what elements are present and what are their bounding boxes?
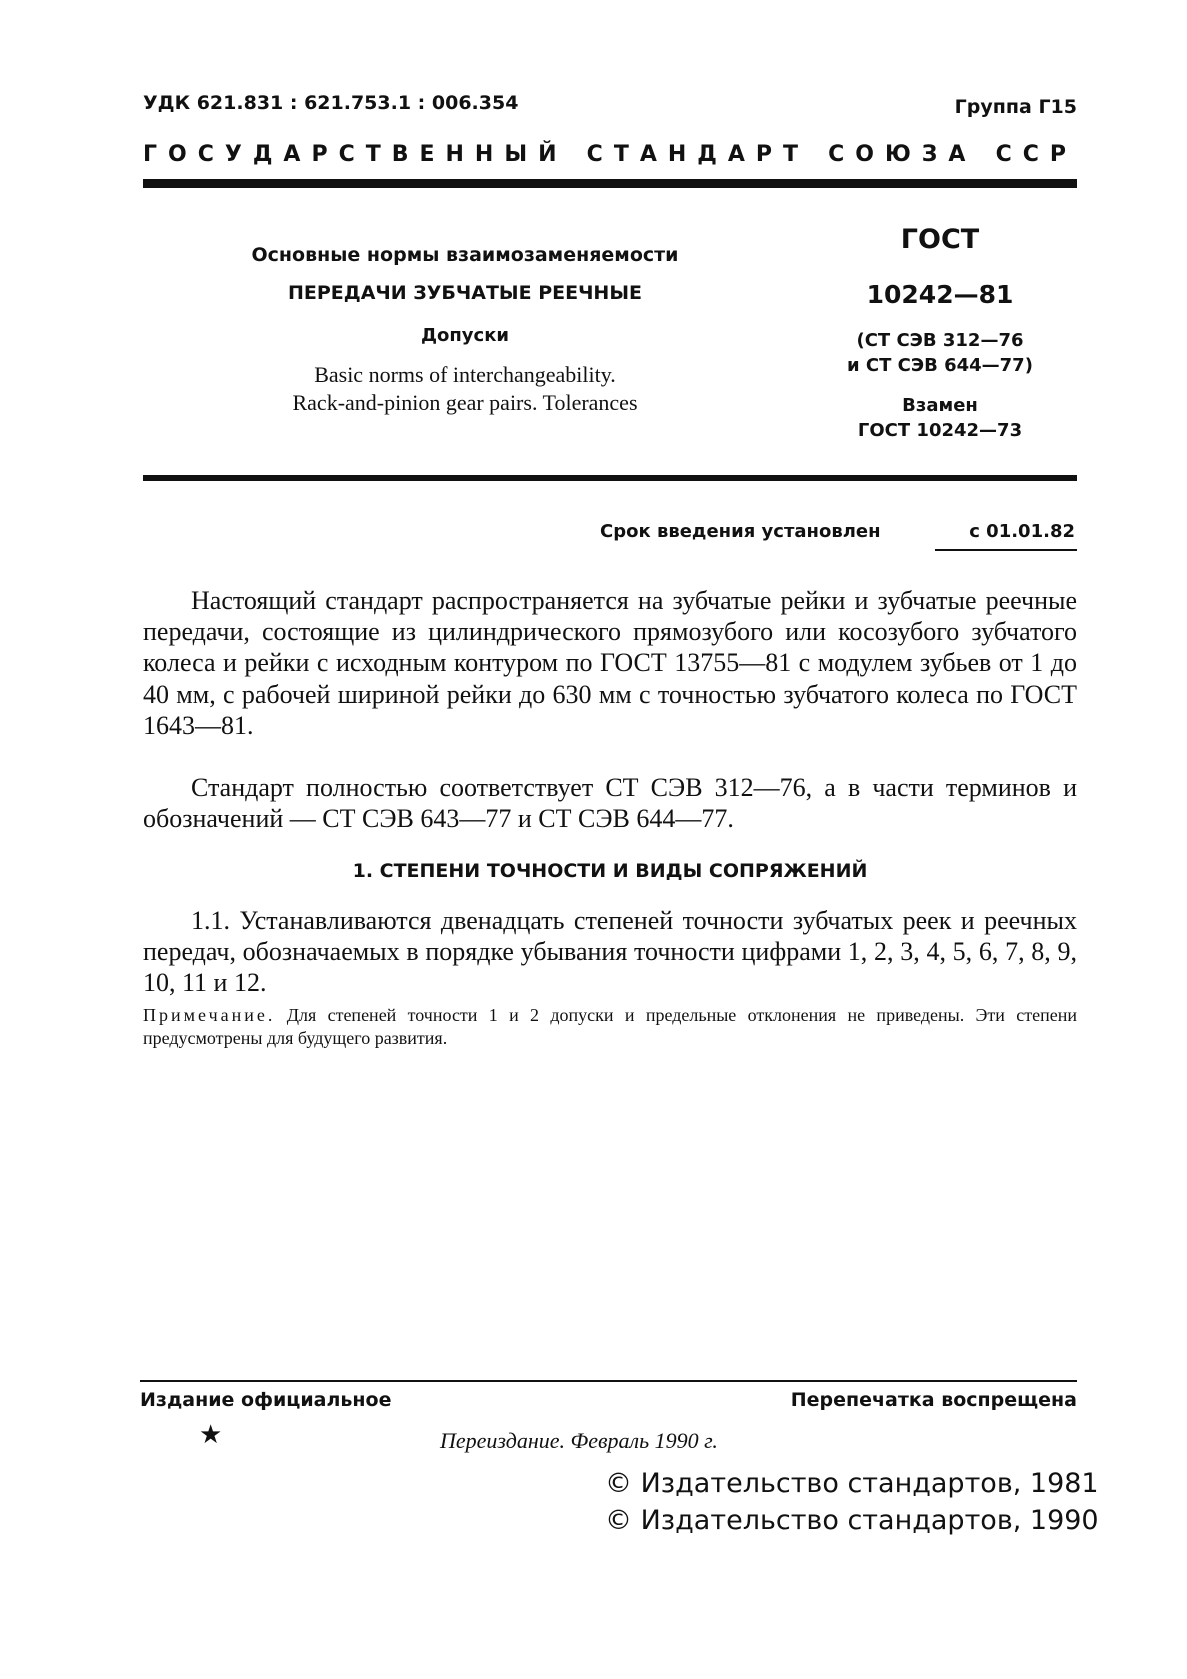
- banner-word: ГОСУДАРСТВЕННЫЙ: [143, 142, 568, 167]
- body-paragraph: Настоящий стандарт распространяется на зубчатые рейки и зубчатые реечные передачи, состоящие из цилиндрического прямозубого или косозубого зубчатого колеса и рейки с исходным контуром по ГОСТ 13755—81 с модулем зубьев от 1 до 40 мм, с рабочей шириной рейки до 630 мм с точностью зубчатого колеса по ГОСТ 1643—81.: [143, 586, 1077, 740]
- banner-word: СОЮЗА: [828, 142, 977, 167]
- cmea-reference: (СТ СЭВ 312—76: [856, 330, 1024, 351]
- group-code: Группа Г15: [954, 96, 1077, 118]
- english-title-line: Rack-and-pinion gear pairs. Tolerances: [292, 390, 638, 415]
- official-edition: Издание официальное: [140, 1389, 392, 1411]
- note-text: Для степеней точности 1 и 2 допуски и предельные отклонения не приведены. Эти степени предусмотрены для будущего развития.: [143, 1005, 1077, 1048]
- star-icon: ★: [199, 1420, 223, 1450]
- header-divider: [143, 475, 1077, 481]
- copyright-line: © Издательство стандартов, 1981: [605, 1468, 1099, 1499]
- effective-date: с 01.01.82: [969, 521, 1075, 542]
- replaces-number: ГОСТ 10242—73: [857, 420, 1023, 441]
- banner-divider: [143, 179, 1077, 188]
- replaces-label: Взамен: [902, 395, 978, 416]
- banner-word: СТАНДАРТ: [586, 142, 810, 167]
- gost-number: 10242—81: [866, 280, 1014, 309]
- cmea-reference: и СТ СЭВ 644—77): [847, 355, 1033, 376]
- gost-label: ГОСТ: [900, 224, 980, 255]
- effective-date-label: Срок введения установлен: [600, 521, 881, 542]
- effective-date-underline: [935, 549, 1077, 551]
- note: [143, 1004, 1077, 1050]
- body-paragraph: Стандарт полностью соответствует СТ СЭВ 312—76, а в части терминов и обозначений — СТ СЭВ 643—77 и СТ СЭВ 644—77.: [143, 773, 1077, 834]
- reprint-edition: Переиздание. Февраль 1990 г.: [440, 1428, 718, 1453]
- footer-divider: [140, 1380, 1077, 1382]
- document-subheading: Допуски: [420, 325, 510, 346]
- body-paragraph: 1.1. Устанавливаются двенадцать степеней точности зубчатых реек и реечных передач, обозначаемых в порядке убывания точности цифрами 1, 2, 3, 4, 5, 6, 7, 8, 9, 10, 11 и 12.: [143, 906, 1077, 998]
- document-title: ПЕРЕДАЧИ ЗУБЧАТЫЕ РЕЕЧНЫЕ: [287, 282, 642, 304]
- english-title-line: Basic norms of interchangeability.: [314, 362, 616, 387]
- no-reprint-notice: Перепечатка воспрещена: [790, 1389, 1077, 1411]
- state-standard-banner: [143, 142, 1077, 167]
- udk-code: УДК 621.831 : 621.753.1 : 006.354: [143, 92, 519, 114]
- note-label: Примечание.: [143, 1005, 276, 1025]
- document-subtitle: Основные нормы взаимозаменяемости: [251, 244, 679, 266]
- copyright-line: © Издательство стандартов, 1990: [605, 1505, 1099, 1536]
- banner-word: ССР: [995, 142, 1077, 167]
- section-heading: 1. СТЕПЕНИ ТОЧНОСТИ И ВИДЫ СОПРЯЖЕНИЙ: [352, 860, 868, 882]
